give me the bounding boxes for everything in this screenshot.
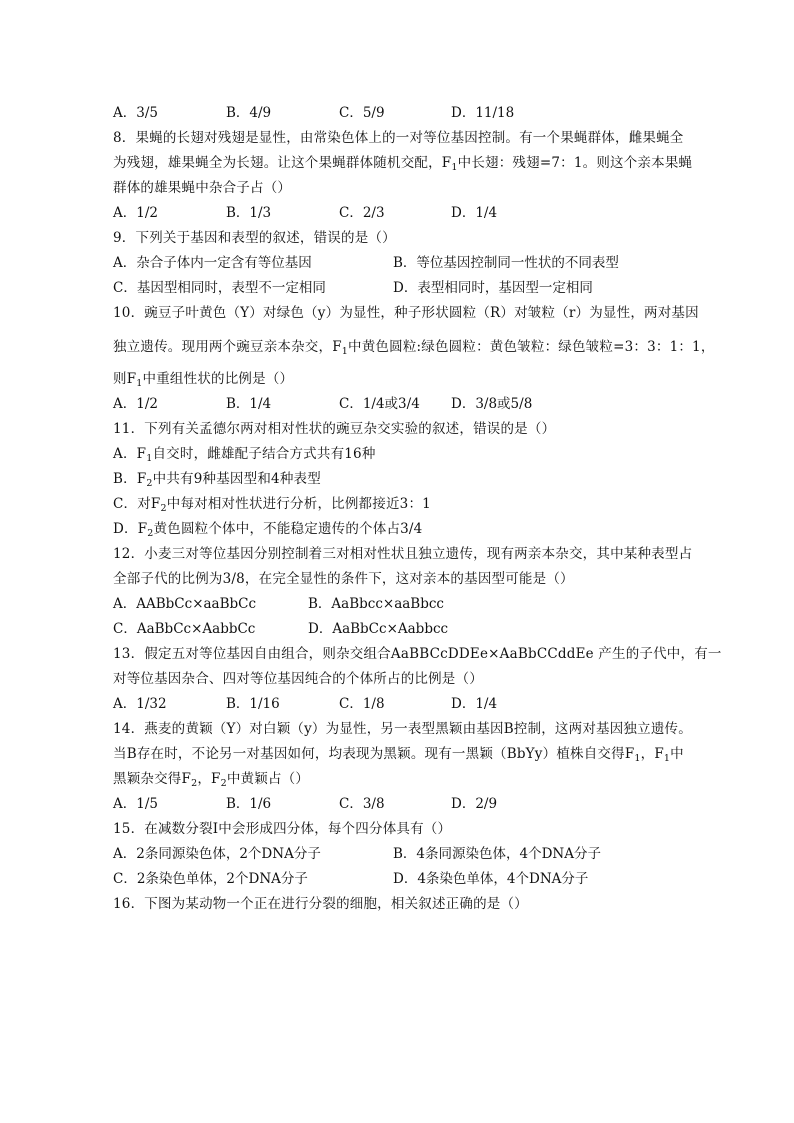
q7-option-d: D．11/18 (451, 105, 515, 121)
q7-option-b: B．4/9 (226, 105, 272, 121)
q12-stem-line-2: 全部子代的比例为3/8，在完全显性的条件下，这对亲本的基因型可能是（） (113, 571, 574, 587)
q14-line2-c: 中 (670, 746, 684, 762)
q13-option-d: D．1/4 (451, 696, 498, 712)
q8-stem-line-1: 8．果蝇的长翅对残翅是显性，由常染色体上的一对等位基因控制。有一个果蝇群体，雌果蝇全 (113, 130, 684, 146)
q15-option-d: D．4条染色单体，4个DNA分子 (393, 871, 589, 887)
q11-a-2: 自交时，雌雄配子结合方式共有16种 (152, 446, 376, 462)
q15-option-c: C．2条染色单体，2个DNA分子 (113, 871, 308, 887)
q9-option-d: D．表型相同时，基因型一定相同 (393, 280, 593, 296)
q11-option-a (113, 442, 376, 464)
q14-line3-sub2: 2 (220, 778, 227, 789)
q12-stem-line-1: 12．小麦三对等位基因分别控制着三对相对性状且独立遗传，现有两亲本杂交，其中某种表型占 (113, 546, 693, 562)
q10-line2-a: 独立遗传。现用两个豌豆亲本杂交，F (113, 339, 342, 355)
q9-option-c: C．基因型相同时，表型不一定相同 (113, 280, 326, 296)
q14-option-a: A．1/5 (113, 796, 158, 812)
q14-stem-line-3 (113, 767, 309, 789)
q11-b-2: 中共有9种基因型和4种表型 (152, 471, 321, 487)
q10-line2-sub: 1 (341, 346, 349, 357)
q8-option-c: C．2/3 (339, 205, 385, 221)
q11-stem: 11．下列有关孟德尔两对相对性状的豌豆杂交实验的叙述，错误的是（） (113, 421, 556, 437)
q8-line2-sub: 1 (451, 162, 458, 173)
q9-stem: 9．下列关于基因和表型的叙述，错误的是（） (113, 230, 396, 246)
q9-option-b: B．等位基因控制同一性状的不同表型 (393, 255, 619, 271)
q10-option-a: A．1/2 (113, 396, 158, 412)
q11-d-sub: 2 (147, 528, 154, 539)
q14-stem-line-1: 14．燕麦的黄颖（Y）对白颖（y）为显性，另一表型黑颖由基因B控制，这两对基因独立遗传。 (113, 721, 692, 737)
q11-c-sub: 2 (160, 503, 167, 514)
q10-stem-line-2 (113, 335, 715, 357)
q8-stem-line-2 (113, 151, 692, 173)
q13-stem-line-1: 13．假定五对等位基因自由组合，则杂交组合AaBBCcDDEe×AaBbCCddEe 产生的子代中，有一 (113, 646, 722, 662)
q10-line2-b: 中黄色圆粒:绿色圆粒：黄色皱粒：绿色皱粒=3：3：1：1， (348, 339, 715, 355)
q11-option-b (113, 467, 321, 489)
q11-a-1: A．F (113, 446, 147, 462)
q12-option-d: D．AaBbCc×Aabbcc (308, 621, 449, 637)
q14-option-c: C．3/8 (339, 796, 385, 812)
q11-a-sub: 1 (146, 453, 153, 464)
q11-c-1: C．对F (113, 496, 161, 512)
q8-option-b: B．1/3 (226, 205, 272, 221)
q13-stem-line-2: 对等位基因杂合、四对等位基因纯合的个体所占的比例是（） (113, 671, 483, 687)
q13-option-b: B．1/16 (226, 696, 280, 712)
q12-option-a: A．AABbCc×aaBbCc (113, 596, 257, 612)
q10-option-d: D．3/8或5/8 (451, 396, 533, 412)
q11-d-1: D．F (113, 521, 148, 537)
q15-option-a: A．2条同源染色体，2个DNA分子 (113, 846, 321, 862)
q13-option-a: A．1/32 (113, 696, 167, 712)
q15-option-b: B．4条同源染色体，4个DNA分子 (393, 846, 601, 862)
q12-option-c: C．AaBbCc×AabbCc (113, 621, 256, 637)
q11-c-2: 中每对相对性状进行分析，比例都接近3：1 (166, 496, 431, 512)
q14-option-b: B．1/6 (226, 796, 272, 812)
q11-d-2: 黄色圆粒个体中，不能稳定遗传的个体占3/4 (153, 521, 423, 537)
q10-line3-sub: 1 (136, 378, 143, 389)
q14-line3-a: 黑颖杂交得F (113, 771, 192, 787)
q16-stem: 16．下图为某动物一个正在进行分裂的细胞，相关叙述正确的是（） (113, 896, 528, 912)
q14-line2-b: ，F (640, 746, 664, 762)
q7-option-a: A．3/5 (113, 105, 158, 121)
q14-line2-a: 当B存在时，不论另一对基因如何，均表现为黑颖。现有一黑颖（BbYy）植株自交得F (113, 746, 635, 762)
q7-option-c: C．5/9 (339, 105, 385, 121)
q14-line2-sub1: 1 (634, 753, 641, 764)
q10-option-c: C．1/4或3/4 (339, 396, 420, 412)
q13-option-c: C．1/8 (339, 696, 385, 712)
q10-line3-b: 中重组性状的比例是（） (142, 371, 294, 387)
q14-option-d: D．2/9 (451, 796, 498, 812)
q8-line2-rest: 中长翅：残翅=7：1。则这个亲本果蝇 (457, 155, 693, 171)
q8-option-d: D．1/4 (451, 205, 498, 221)
q10-line3-a: 则F (113, 371, 137, 387)
q12-option-b: B．AaBbcc×aaBbcc (308, 596, 444, 612)
q14-line3-c: 中黄颖占（） (226, 771, 310, 787)
q14-stem-line-2 (113, 742, 684, 764)
q8-option-a: A．1/2 (113, 205, 158, 221)
q10-stem-line-3 (113, 367, 293, 389)
q11-b-sub: 2 (146, 478, 153, 489)
q14-line3-sub1: 2 (191, 778, 198, 789)
q10-option-b: B．1/4 (226, 396, 272, 412)
q8-stem-line-3: 群体的雄果蝇中杂合子占（） (113, 180, 292, 196)
q11-option-c (113, 492, 431, 514)
q14-line2-sub2: 1 (663, 753, 671, 764)
q11-b-1: B．F (113, 471, 147, 487)
q15-stem: 15．在减数分裂Ⅰ中会形成四分体，每个四分体具有（） (113, 821, 452, 837)
q9-option-a: A．杂合子体内一定含有等位基因 (113, 255, 312, 271)
q11-option-d (113, 517, 422, 539)
q10-stem-line-1: 10．豌豆子叶黄色（Y）对绿色（y）为显性，种子形状圆粒（R）对皱粒（r）为显性，两对基因 (113, 305, 699, 321)
q8-line2-text: 为残翅，雄果蝇全为长翅。让这个果蝇群体随机交配，F (113, 155, 452, 171)
q14-line3-b: ，F (197, 771, 221, 787)
